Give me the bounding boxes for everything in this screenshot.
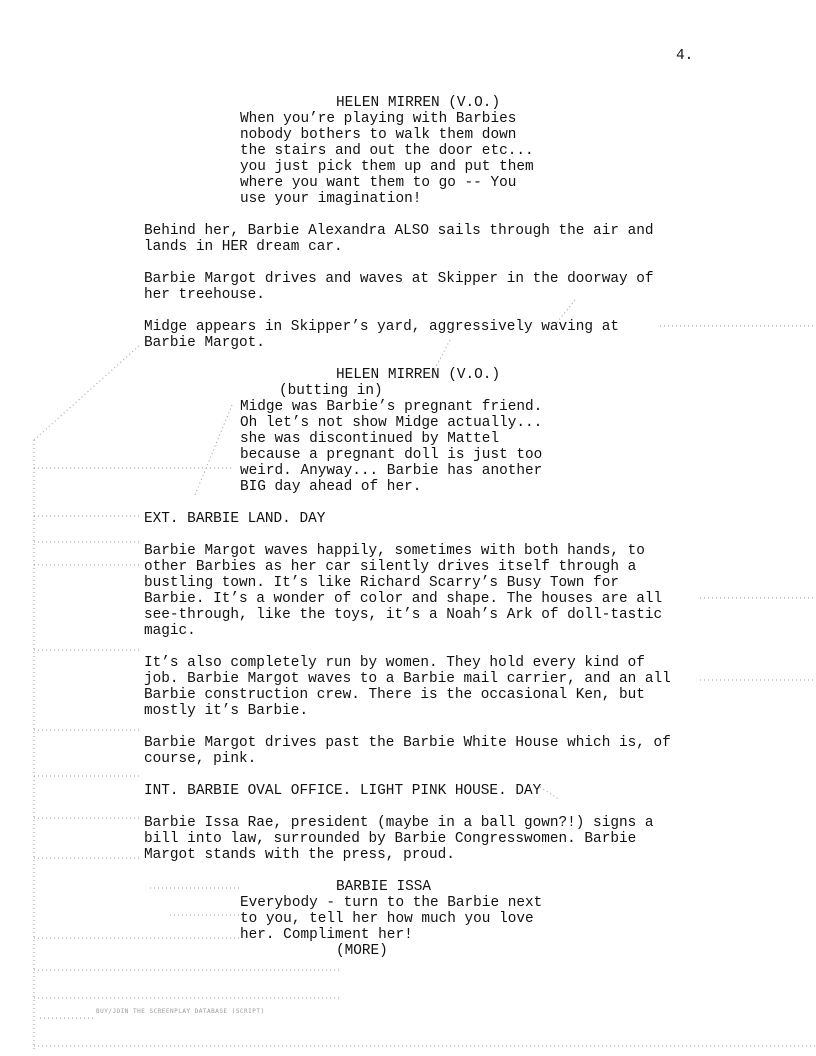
character-cue: [336, 367, 500, 383]
dialogue: [240, 895, 580, 943]
scene-heading-line: INT. BARBIE OVAL OFFICE. LIGHT PINK HOUSE. DAY: [144, 783, 542, 799]
action-line: Barbie Margot drives and waves at Skipper in the doorway of: [144, 271, 654, 287]
dialogue-line: you just pick them up and put them: [240, 159, 534, 175]
action-line: It’s also completely run by women. They hold every kind of: [144, 655, 645, 671]
action-line: Barbie Issa Rae, president (maybe in a ball gown?!) signs a: [144, 815, 654, 831]
action-line: course, pink.: [144, 751, 257, 767]
action-line: Barbie Margot drives past the Barbie White House which is, of: [144, 735, 671, 751]
action-line: Margot stands with the press, proud.: [144, 847, 455, 863]
dialogue-line: her. Compliment her!: [240, 927, 413, 943]
action-line: Barbie construction crew. There is the occasional Ken, but: [144, 687, 645, 703]
dialogue: [240, 111, 580, 207]
character-line: BARBIE ISSA: [336, 879, 431, 895]
dialogue: [240, 399, 580, 495]
action-line: bill into law, surrounded by Barbie Congresswomen. Barbie: [144, 831, 637, 847]
action-line: job. Barbie Margot waves to a Barbie mail carrier, and an all: [144, 671, 671, 687]
action-line: her treehouse.: [144, 287, 265, 303]
more-continuation: [336, 943, 388, 959]
dialogue-line: Midge was Barbie’s pregnant friend.: [240, 399, 543, 415]
dialogue-line: Everybody - turn to the Barbie next: [240, 895, 543, 911]
dialogue-line: weird. Anyway... Barbie has another: [240, 463, 543, 479]
character-line: HELEN MIRREN (V.O.): [336, 367, 501, 383]
scene-heading-line: EXT. BARBIE LAND. DAY: [144, 511, 326, 527]
action-line: magic.: [144, 623, 196, 639]
character-cue: [336, 879, 431, 895]
action-line: Barbie. It’s a wonder of color and shape. The houses are all: [144, 591, 663, 607]
footer-watermark: BUY/JOIN THE SCREENPLAY DATABASE (SCRIPT): [96, 1008, 265, 1015]
character-line: HELEN MIRREN (V.O.): [336, 95, 501, 111]
action-line: lands in HER dream car.: [144, 239, 343, 255]
action-line: other Barbies as her car silently drives itself through a: [144, 559, 637, 575]
action-paragraph: [144, 815, 724, 863]
action-line: Midge appears in Skipper’s yard, aggressively waving at: [144, 319, 619, 335]
scene-heading: [144, 511, 724, 527]
page-number: 4.: [676, 48, 694, 64]
dialogue-line: use your imagination!: [240, 191, 422, 207]
parenthetical: [279, 383, 383, 399]
scene-heading: [144, 783, 724, 799]
action-line: mostly it’s Barbie.: [144, 703, 309, 719]
parenthetical-line: (butting in): [279, 383, 383, 399]
action-line: Barbie Margot waves happily, sometimes with both hands, to: [144, 543, 645, 559]
action-paragraph: [144, 655, 724, 719]
action-line: Barbie Margot.: [144, 335, 265, 351]
dialogue-line: the stairs and out the door etc...: [240, 143, 534, 159]
dialogue-line: where you want them to go -- You: [240, 175, 517, 191]
more-line: (MORE): [336, 943, 388, 959]
action-paragraph: [144, 319, 724, 351]
dialogue-line: When you’re playing with Barbies: [240, 111, 517, 127]
action-paragraph: [144, 735, 724, 767]
dialogue-line: Oh let’s not show Midge actually...: [240, 415, 543, 431]
action-line: bustling town. It’s like Richard Scarry’s Busy Town for: [144, 575, 619, 591]
action-paragraph: [144, 223, 724, 255]
action-line: see-through, like the toys, it’s a Noah’s Ark of doll-tastic: [144, 607, 663, 623]
action-paragraph: [144, 271, 724, 303]
dialogue-line: nobody bothers to walk them down: [240, 127, 517, 143]
dialogue-line: BIG day ahead of her.: [240, 479, 422, 495]
dialogue-line: because a pregnant doll is just too: [240, 447, 543, 463]
dialogue-line: she was discontinued by Mattel: [240, 431, 500, 447]
action-paragraph: [144, 543, 724, 639]
dialogue-line: to you, tell her how much you love: [240, 911, 534, 927]
character-cue: [336, 95, 500, 111]
action-line: Behind her, Barbie Alexandra ALSO sails through the air and: [144, 223, 654, 239]
